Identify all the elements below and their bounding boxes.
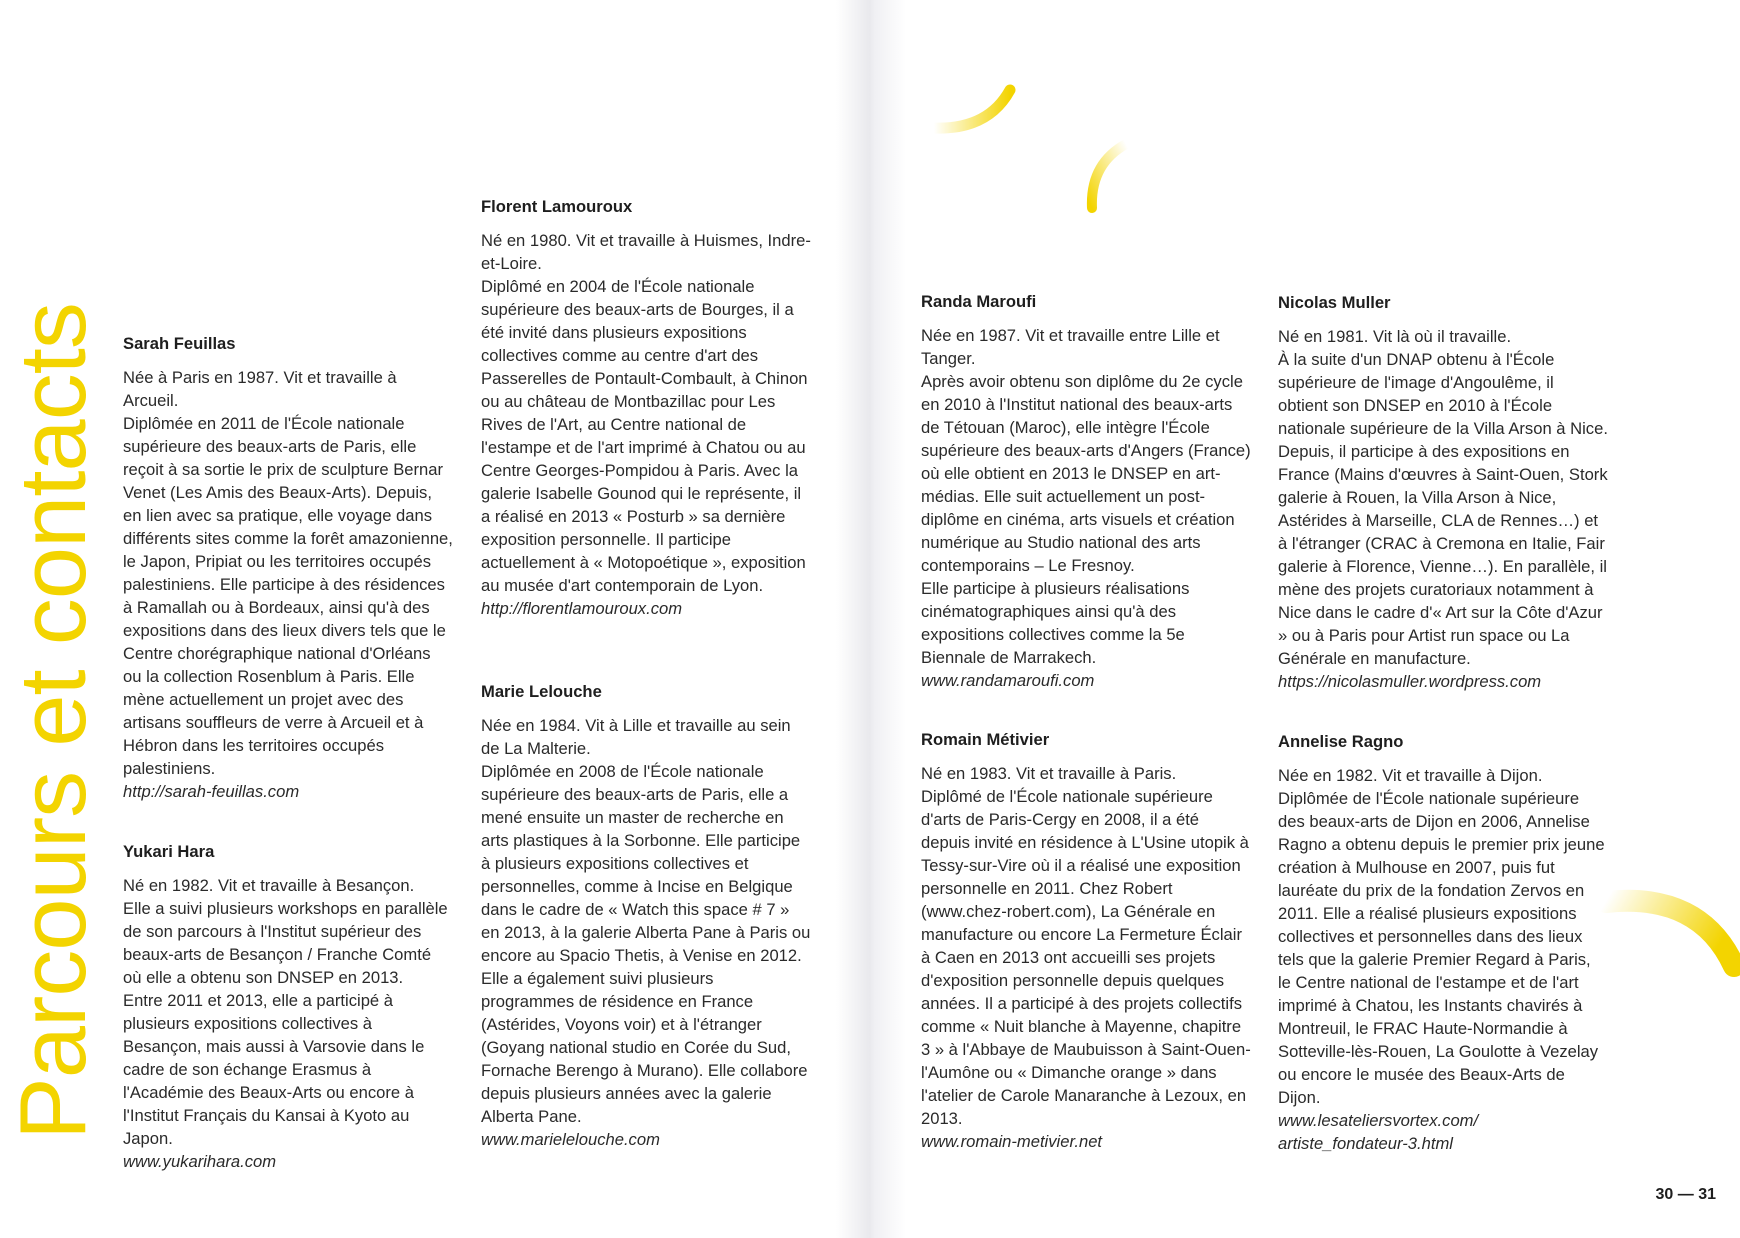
bio-romain-metivier (921, 728, 1251, 1153)
artist-bio: Née à Paris en 1987. Vit et travaille à Arcueil. Diplômée en 2011 de l'École nationale supérieure des beaux-arts de Paris, elle reçoit à sa sortie le prix de sculpture Bernar Venet (Les Amis des Beaux-Arts). Depuis, en lien avec sa pratique, elle voyage dans différents sites comme la forêt amazonienne, le Japon, Pripiat ou les territoires occupés palestiniens. Elle participe à des résidences à Ramallah ou à Bordeaux, ainsi qu'à des expositions dans des lieux divers tels que le Centre chorégraphique national d'Orléans ou la collection Rosenblum à Paris. Elle mène actuellement un projet avec des artisans souffleurs de verre à Arcueil et à Hébron dans les territoires occupés palestiniens. (123, 368, 453, 778)
yellow-stroke-mid (1074, 138, 1134, 218)
page-numbers: 30 — 31 (1655, 1186, 1716, 1203)
bio-annelise-ragno (1278, 730, 1608, 1155)
artist-bio: Né en 1982. Vit et travaille à Besançon. Elle a suivi plusieurs workshops en parallèle de son parcours à l'Institut supérieur des beaux-arts de Besançon / Franche Comté où elle a obtenu son DNSEP en 2013. Entre 2011 et 2013, elle a participé à plusieurs expositions collectives à Besançon, mais aussi à Varsovie dans le cadre de son échange Erasmus à l'Académie des Beaux-Arts ou encore à l'Institut Français du Kansai à Kyoto au Japon. (123, 876, 448, 1148)
artist-bio: Née en 1982. Vit et travaille à Dijon. Diplômée de l'École nationale supérieure des beaux-arts de Dijon en 2006, Annelise Ragno a obtenu depuis le premier prix jeune création à Mulhouse en 2007, puis fut lauréate du prix de la fondation Zervos en 2011. Elle a réalisé plusieurs expositions collectives et personnelles dans des lieux tels que la galerie Premier Regard à Paris, le Centre national de l'estampe et de l'art imprimé à Chatou, les Instants chavirés à Montreuil, le FRAC Haute-Normandie à Sotteville-lès-Rouen, La Goulotte à Vezelay ou encore le musée des Beaux-Arts de Dijon. (1278, 766, 1605, 1107)
bio-randa-maroufi (921, 290, 1251, 692)
artist-name: Annelise Ragno (1278, 732, 1404, 751)
yellow-stroke-right (1600, 880, 1740, 990)
artist-website-link[interactable]: www.randamaroufi.com (921, 671, 1095, 690)
bio-marie-lelouche (481, 680, 811, 1151)
artist-bio: Né en 1983. Vit et travaille à Paris. Diplômé de l'École nationale supérieure d'arts de Paris-Cergy en 2008, il a été depuis invité en résidence à L'Usine utopik à Tessy-sur-Vire où il a réalisé une exposition personnelle en 2011. Chez Robert (www.chez-robert.com), La Générale en manufacture ou encore La Fermeture Éclair à Caen en 2013 ont accueilli ses projets d'exposition personnelle depuis quelques années. Il a participé à des projets collectifs comme « Nuit blanche à Mayenne, chapitre 3 » à l'Abbaye de Maubuisson à Saint-Ouen-l'Aumône ou « Dimanche orange » dans l'atelier de Carole Manaranche à Lezoux, en 2013. (921, 764, 1251, 1128)
artist-bio: Née en 1984. Vit à Lille et travaille au sein de La Malterie. Diplômée en 2008 de l'École nationale supérieure des beaux-arts de Paris, elle a mené ensuite un master de recherche en arts plastiques à la Sorbonne. Elle participe à plusieurs expositions collectives et personnelles, comme à Incise en Belgique dans le cadre de « Watch this space # 7 » en 2013, à la galerie Alberta Pane à Paris ou encore au Spacio Thetis, à Venise en 2012. Elle a également suivi plusieurs programmes de résidence en France (Astérides, Voyons voir) et à l'étranger (Goyang national studio en Corée du Sud, Fornache Berengo à Murano). Elle collabore depuis plusieurs années avec la galerie Alberta Pane. (481, 716, 811, 1126)
yellow-stroke-top (930, 84, 1020, 144)
artist-website-link[interactable]: www.lesateliersvortex.com/ artiste_fondateur-3.html (1278, 1111, 1479, 1153)
artist-bio: Née en 1987. Vit et travaille entre Lille et Tanger. Après avoir obtenu son diplôme du 2e cycle en 2010 à l'Institut national des beaux-arts de Tétouan (Maroc), elle intègre l'École supérieure des beaux-arts d'Angers (France) où elle obtient en 2013 le DNSEP en art-médias. Elle suit actuellement un post-diplôme en cinéma, arts visuels et création numérique au Studio national des arts contemporains – Le Fresnoy. Elle participe à plusieurs réalisations cinématographiques ainsi qu'à des expositions collectives comme la 5e Biennale de Marrakech. (921, 326, 1251, 667)
artist-name: Marie Lelouche (481, 682, 602, 701)
section-title: Parcours et contacts (0, 303, 105, 1140)
artist-bio: Né en 1980. Vit et travaille à Huismes, Indre-et-Loire. Diplômé en 2004 de l'École nationale supérieure des beaux-arts de Bourges, il a été invité dans plusieurs expositions collectives comme au centre d'art des Passerelles de Pontault-Combault, à Chinon ou au château de Montbazillac pour Les Rives de l'Art, au Centre national de l'estampe et de l'art imprimé à Chatou ou au Centre Georges-Pompidou à Paris. Avec la galerie Isabelle Gounod qui le représente, il a réalisé en 2013 « Posturb » sa dernière exposition personnelle. Il participe actuellement à « Motopoétique », exposition au musée d'art contemporain de Lyon. (481, 231, 811, 595)
bio-florent-lamouroux (481, 195, 811, 620)
artist-name: Florent Lamouroux (481, 197, 633, 216)
artist-website-link[interactable]: www.yukarihara.com (123, 1152, 277, 1171)
artist-name: Nicolas Muller (1278, 293, 1391, 312)
bio-sarah-feuillas (123, 332, 453, 803)
artist-bio: Né en 1981. Vit là où il travaille. À la suite d'un DNAP obtenu à l'École supérieure de l'image d'Angoulême, il obtient son DNSEP en 2010 à l'École nationale supérieure de la Villa Arson à Nice. Depuis, il participe à des expositions en France (Mains d'œuvres à Saint-Ouen, Stork galerie à Rouen, la Villa Arson à Nice, Astérides à Marseille, CLA de Rennes…) et à l'étranger (CRAC à Cremona en Italie, Fair galerie à Florence, Vienne…). En parallèle, il mène des projets curatoriaux notamment à Nice dans le cadre d'« Art sur la Côte d'Azur » ou à Paris pour Artist run space ou La Générale en manufacture. (1278, 327, 1608, 668)
artist-name: Sarah Feuillas (123, 334, 236, 353)
artist-name: Yukari Hara (123, 842, 215, 861)
artist-website-link[interactable]: http://florentlamouroux.com (481, 599, 683, 618)
artist-website-link[interactable]: www.romain-metivier.net (921, 1132, 1103, 1151)
artist-name: Randa Maroufi (921, 292, 1037, 311)
artist-name: Romain Métivier (921, 730, 1050, 749)
artist-website-link[interactable]: https://nicolasmuller.wordpress.com (1278, 672, 1542, 691)
bio-yukari-hara (123, 840, 453, 1173)
artist-website-link[interactable]: www.marielelouche.com (481, 1130, 660, 1149)
bio-nicolas-muller (1278, 291, 1608, 693)
artist-website-link[interactable]: http://sarah-feuillas.com (123, 782, 300, 801)
page-gutter (836, 0, 906, 1238)
